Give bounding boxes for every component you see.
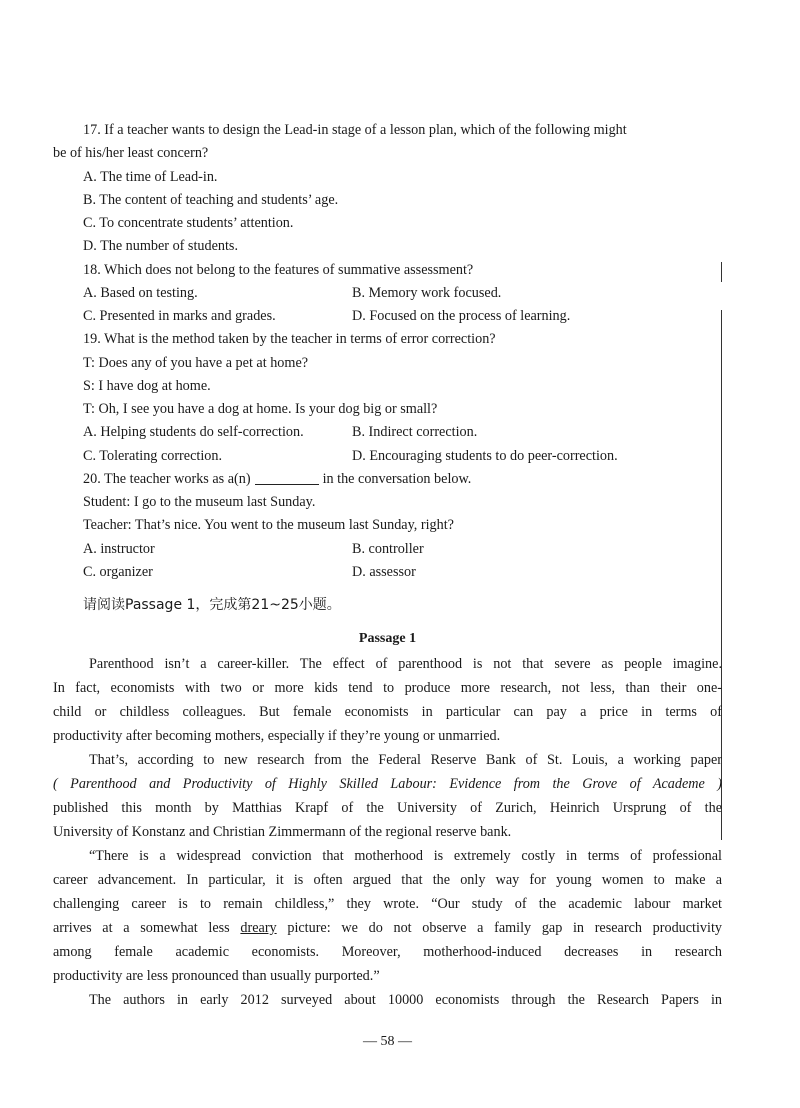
q19-option-d: D. Encouraging students to do peer-correction. — [352, 447, 618, 464]
questions-section — [53, 119, 733, 584]
passage-line: In fact, economists with two or more kids tend to produce more research, not less, than their one- — [53, 680, 722, 696]
passage-line: challenging career is to remain childless,” they wrote. “Our study of the academic labour market — [53, 896, 722, 912]
q19-option-c: C. Tolerating correction. — [83, 447, 222, 464]
passage-line: productivity are less pronounced than usually purported.” — [53, 968, 380, 984]
q18-option-b: B. Memory work focused. — [352, 284, 502, 301]
q20-dialogue-line: Student: I go to the museum last Sunday. — [83, 494, 316, 510]
passage-line: arrives at a somewhat less dreary picture: we do not observe a family gap in research productivity — [53, 920, 722, 936]
q17-option-c: C. To concentrate students’ attention. — [83, 215, 294, 231]
q17-stem-cont: be of his/her least concern? — [53, 145, 209, 162]
q17-option-d: D. The number of students. — [83, 238, 238, 255]
q20-dialogue-line: Teacher: That’s nice. You went to the museum last Sunday, right? — [83, 517, 454, 534]
q20-option-c: C. organizer — [83, 563, 153, 580]
page-number: — 58 — — [363, 1034, 412, 1049]
q19-stem: 19. What is the method taken by the teacher in terms of error correction? — [83, 331, 496, 348]
q20-option-a: A. instructor — [83, 540, 155, 557]
passage-line: University of Konstanz and Christian Zimmermann of the regional reserve bank. — [53, 824, 512, 840]
passage-body — [53, 652, 722, 1012]
passage-title: Passage 1 — [358, 631, 417, 646]
q18-stem: 18. Which does not belong to the features of summative assessment? — [83, 261, 474, 278]
passage-line: published this month by Matthias Krapf of the University of Zurich, Heinrich Ursprung of the — [53, 800, 722, 816]
q17-option-a: A. The time of Lead-in. — [83, 168, 218, 185]
q18-option-d: D. Focused on the process of learning. — [352, 308, 571, 324]
q18-option-a: A. Based on testing. — [83, 284, 198, 301]
q19-dialogue-line: T: Does any of you have a pet at home? — [83, 354, 309, 371]
passage-line: ( Parenthood and Productivity of Highly Skilled Labour: Evidence from the Grove of Academe ) — [53, 776, 722, 792]
passage-line: That’s, according to new research from the Federal Reserve Bank of St. Louis, a working paper — [89, 752, 722, 768]
passage-line: Parenthood isn’t a career-killer. The effect of parenthood is not that severe as people imagine. — [89, 656, 722, 672]
passage-line: The authors in early 2012 surveyed about 10000 economists through the Research Papers in — [89, 992, 722, 1008]
q19-dialogue-line: T: Oh, I see you have a dog at home. Is your dog big or small? — [83, 401, 438, 417]
q20-option-b: B. controller — [352, 540, 424, 557]
passage-line: among female academic economists. Moreover, motherhood-induced decreases in research — [53, 944, 722, 960]
answer-blank — [255, 470, 319, 485]
q17-option-b: B. The content of teaching and students’ age. — [83, 191, 339, 208]
passage-line: child or childless colleagues. But female economists in particular can pay a price in terms of — [53, 704, 722, 720]
q18-option-c: C. Presented in marks and grades. — [83, 308, 276, 324]
passage-line: “There is a widespread conviction that motherhood is extremely costly in terms of professional — [89, 848, 722, 864]
q19-dialogue-line: S: I have dog at home. — [83, 377, 211, 394]
reading-instruction: 请阅读Passage 1，完成第21~25小题。 — [83, 597, 341, 613]
q19-option-b: B. Indirect correction. — [352, 424, 478, 441]
q20-option-d: D. assessor — [352, 563, 416, 580]
underlined-word: dreary — [240, 920, 277, 936]
passage-line: career advancement. In particular, it is often argued that the only way for young women to make a — [53, 872, 722, 888]
q20-stem: 20. The teacher works as a(n) in the conversation below. — [83, 470, 472, 487]
passage-line: productivity after becoming mothers, especially if they’re young or unmarried. — [53, 728, 501, 744]
q19-option-a: A. Helping students do self-correction. — [83, 424, 304, 441]
q17-stem: 17. If a teacher wants to design the Lead-in stage of a lesson plan, which of the following might — [83, 122, 627, 138]
